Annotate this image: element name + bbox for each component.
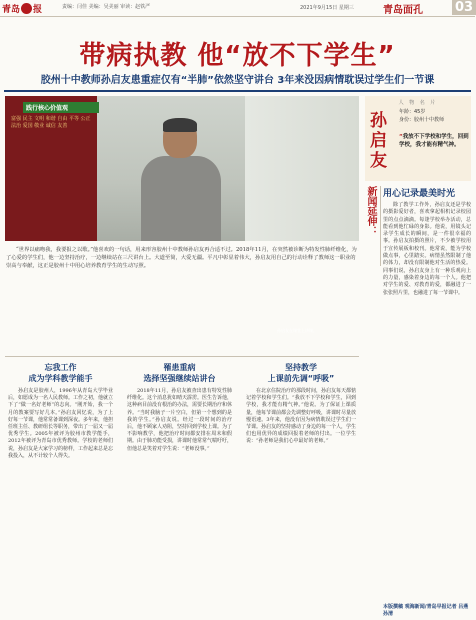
board-slogan: 富强 民主 文明 和谐 自由 平等 公正 法治 爱国 敬业 诚信 友善 — [11, 116, 91, 129]
profile-name: 孙启友 — [370, 111, 387, 171]
logo-text-left: 青岛 — [2, 4, 21, 15]
newspaper-logo — [2, 1, 42, 15]
page-number: 03 — [452, 0, 476, 15]
sub-headline: 胶州十中教师孙启友患重症仅有“半肺”依然坚守讲台 3年来没因病情耽误过学生们一节课 — [40, 75, 435, 86]
profile-tag: 人 物 名 片 — [398, 100, 438, 106]
section-title: 青岛面孔 — [383, 5, 423, 16]
byline: 本版撰稿 观海新闻/青岛早报记者 吕燕 孙清 — [383, 604, 469, 617]
side-article-title: 用心记录最美时光 — [383, 189, 456, 199]
profile-card — [365, 96, 471, 181]
teacher-body — [141, 156, 221, 241]
editor-credits: 责编：闫佳 美编：吴美丽 审读：赵铁严 — [62, 4, 151, 10]
logo-text-right: 报 — [33, 4, 43, 15]
teacher-hair — [163, 118, 197, 132]
column-1-body: 孙启友是胶州人，1996年从青岛大学毕业后，如愿成为一名人民教师。工作之初，他就立下了“做一名好老师”的志向。“刚开始，我一个月的教案要写好几本。”孙启友回忆说，为了上好每一节课，他常常备课到深夜。多年来，他担任班主任、教研组长等职务，带出了一届又一届优秀学生。2005年被评为胶州市教学能手，2012年被评为青岛市优秀教师。学校的老师们说，孙启友是大家学习的榜样，工作起来总是忘我投入，从不计较个人得失。 — [8, 388, 114, 459]
column-3-title: 坚持教学 上课前先调“呼吸” — [267, 363, 335, 383]
profile-info — [399, 108, 469, 124]
column-2-title: 罹患重病 选择坚强继续站讲台 — [143, 363, 216, 383]
board-title: 践行核心价值观 — [23, 102, 99, 113]
headline-divider — [4, 90, 471, 92]
news-extension-label: 新闻延伸： — [365, 186, 376, 236]
profile-quote — [399, 134, 469, 149]
profile-age: 年龄：45岁 — [399, 109, 426, 115]
teacher-figure — [135, 118, 227, 241]
main-headline: 带病执教 他“放不下学生” — [79, 41, 396, 71]
vertical-divider — [380, 186, 381, 266]
column-3-body: 在北京住院治疗的那段时间，孙启友每天都惦记着学校和学生们。“我放不下学校和学生，回到学校，我才能有精气神。”他说。为了保证上课质量，他每节课前都会先调整好呼吸，讲课时尽量放慢语速。3年来，他没有因为病情耽误过学生们一节课。孙启友的坚持感动了身边的每一个人，学生们也用优异的成绩回报着老师的付出。一位学生说：“孙老师是我们心中最好的老师。” — [246, 388, 357, 445]
quote-mark-icon: “ — [399, 134, 403, 140]
profile-job: 身份：胶州十中教师 — [399, 117, 445, 123]
masthead-bar — [0, 0, 475, 17]
window-area — [245, 96, 359, 241]
lead-paragraph: “世界以痛吻我，我要报之以歌。”他喜欢的一句话，用来形容胶州十中教师孙启友再合适不过。2018年11月，在突然被诊断为特发性肺纤维化，为了心爱的学生们，他一边坚持治疗，一边继续站在三尺讲台上。大道至简，大爱无疆。平凡中彰显着伟大，孙启友用自己的行动诠释了教师这一职业的崇高与奉献，这正是胶州十中用心培养教育学生的生动写照。 — [6, 247, 357, 269]
issue-date: 2021年9月15日 星期三 — [300, 5, 354, 11]
profile-quote-text: 我放不下学校和学生，回到学校，我才能有精气神。 — [399, 134, 469, 148]
wall-board — [5, 96, 97, 241]
photo-credit: 孙启友在课堂上讲课。 — [277, 328, 317, 333]
section-divider — [5, 356, 359, 357]
column-2-body: 2018年11月，孙启友被查出患有特发性肺纤维化。这个消息犹如晴天霹雳。医生告诉他，这种病目前没有根治的办法，需要长期治疗和休养。“当时我脑子一片空白，但第一个想到的是我的学生。”孙启友说。经过一段时间的治疗后，他不顾家人劝阻，坚持回到学校上课。为了不影响教学，他把治疗时间都安排在周末和假期。由于肺功能受损，讲课时他常常气喘吁吁，但他总是笑着对学生说：“老师没事。” — [127, 388, 233, 452]
side-article-body: 除了教学工作外，孙启友还是学校的摄影爱好者，喜欢拿起相机记录校园里的点点滴滴。每逢学校举办活动，总能看到他忙碌的身影。他说，用镜头记录学生成长的瞬间，是一件很幸福的事。孙启友拍摄的照片，不少被学校用于宣传展板和校刊。他常说，能为学校做点事，心里踏实。病情虽然限制了他的体力，却没有限制他对生活的热爱。同事们说，孙启友身上有一种乐观向上的力量，感染着身边的每一个人。他把对学生的爱、对教育的爱，都融进了一张张照片里，也融进了每一节课中。 — [383, 202, 471, 296]
logo-circle-icon — [21, 3, 32, 14]
column-1-title: 忘我工作 成为学科教学能手 — [28, 363, 93, 383]
